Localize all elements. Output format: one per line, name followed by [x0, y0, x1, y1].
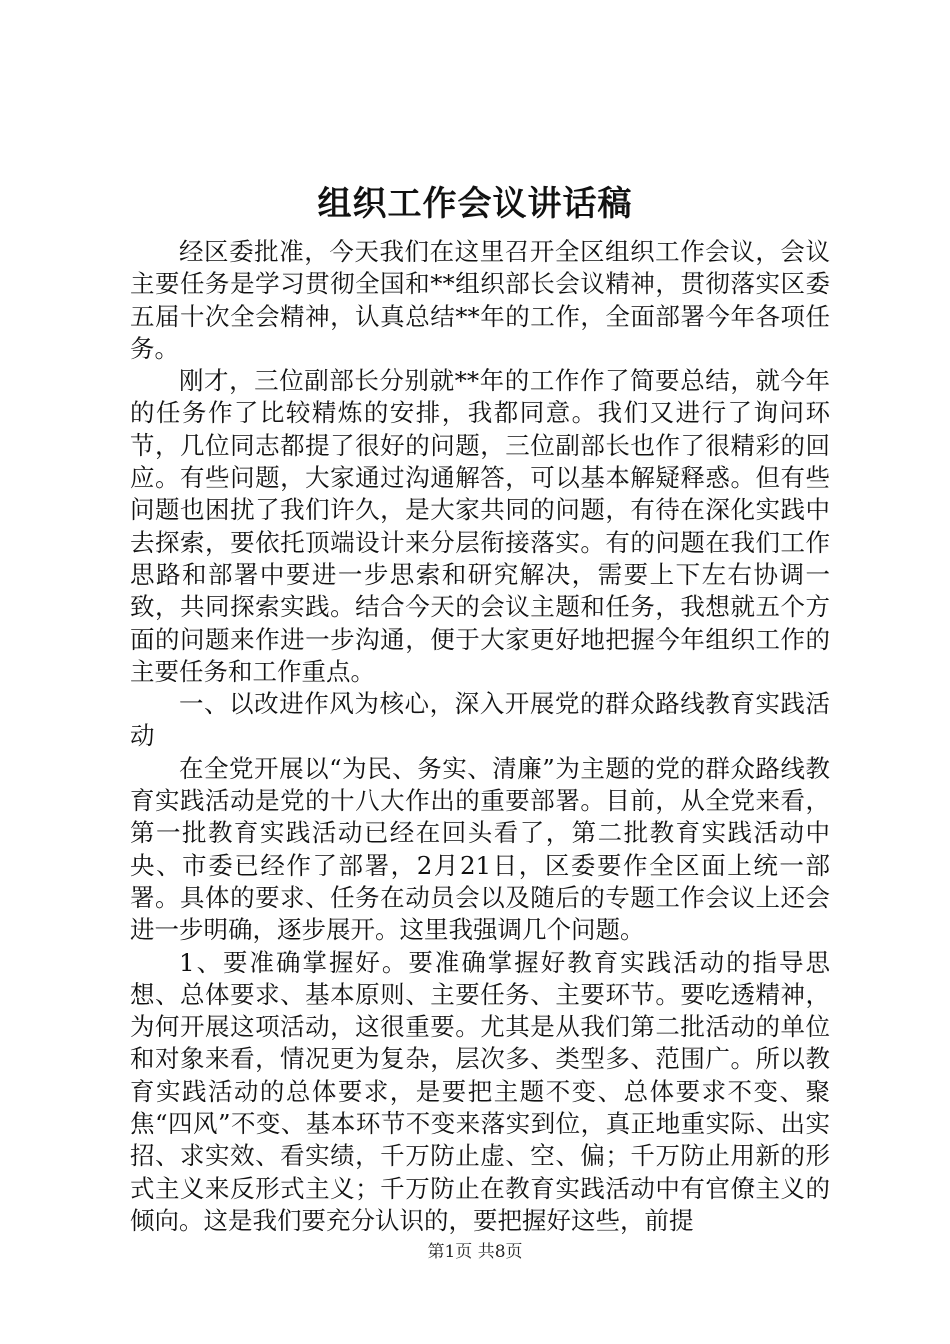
paragraph-intro: 经区委批准，今天我们在这里召开全区组织工作会议，会议主要任务是学习贯彻全国和**组织部长会议精神，贯彻落实区委五届十次全会精神，认真总结**年的工作，全面部署今年各项任务。 [130, 237, 830, 363]
document-title: 组织工作会议讲话稿 [317, 184, 633, 224]
document-body [130, 236, 830, 1237]
page-footer: 第1页 共8页 [427, 1242, 523, 1262]
paragraph-point-1: 1、要准确掌握好。要准确掌握好教育实践活动的指导思想、总体要求、基本原则、主要任务、主要环节。要吃透精神，为何开展这项活动，这很重要。尤其是从我们第二批活动的单位和对象来看，情况更为复杂，层次多、类型多、范围广。所以教育实践活动的总体要求，是要把主题不变、总体要求不变、聚焦“四风”不变、基本环节不变来落实到位，真正地重实际、出实招、求实效、看实绩，千万防止虚、空、偏；千万防止用新的形式主义来反形式主义；千万防止在教育实践活动中有官僚主义的倾向。这是我们要充分认识的，要把握好这些，前提 [130, 947, 830, 1235]
section-heading-1: 一、以改进作风为核心，深入开展党的群众路线教育实践活动 [130, 689, 830, 751]
paragraph-campaign: 在全党开展以“为民、务实、清廉”为主题的党的群众路线教育实践活动是党的十八大作出的重要部署。目前，从全党来看，第一批教育实践活动已经在回头看了，第二批教育实践活动中央、市委已经作了部署，2月21日，区委要作全区面上统一部署。具体的要求、任务在动员会以及随后的专题工作会议上还会进一步明确，逐步展开。这里我强调几个问题。 [130, 753, 830, 945]
paragraph-review: 刚才，三位副部长分别就**年的工作作了简要总结，就今年的任务作了比较精炼的安排，我都同意。我们又进行了询问环节，几位同志都提了很好的问题，三位副部长也作了很精彩的回应。有些问题，大家通过沟通解答，可以基本解疑释惑。但有些问题也困扰了我们许久，是大家共同的问题，有待在深化实践中去探索，要依托顶端设计来分层衔接落实。有的问题在我们工作思路和部署中要进一步思索和研究解决，需要上下左右协调一致，共同探索实践。结合今天的会议主题和任务，我想就五个方面的问题来作进一步沟通，便于大家更好地把握今年组织工作的主要任务和工作重点。 [130, 366, 830, 686]
